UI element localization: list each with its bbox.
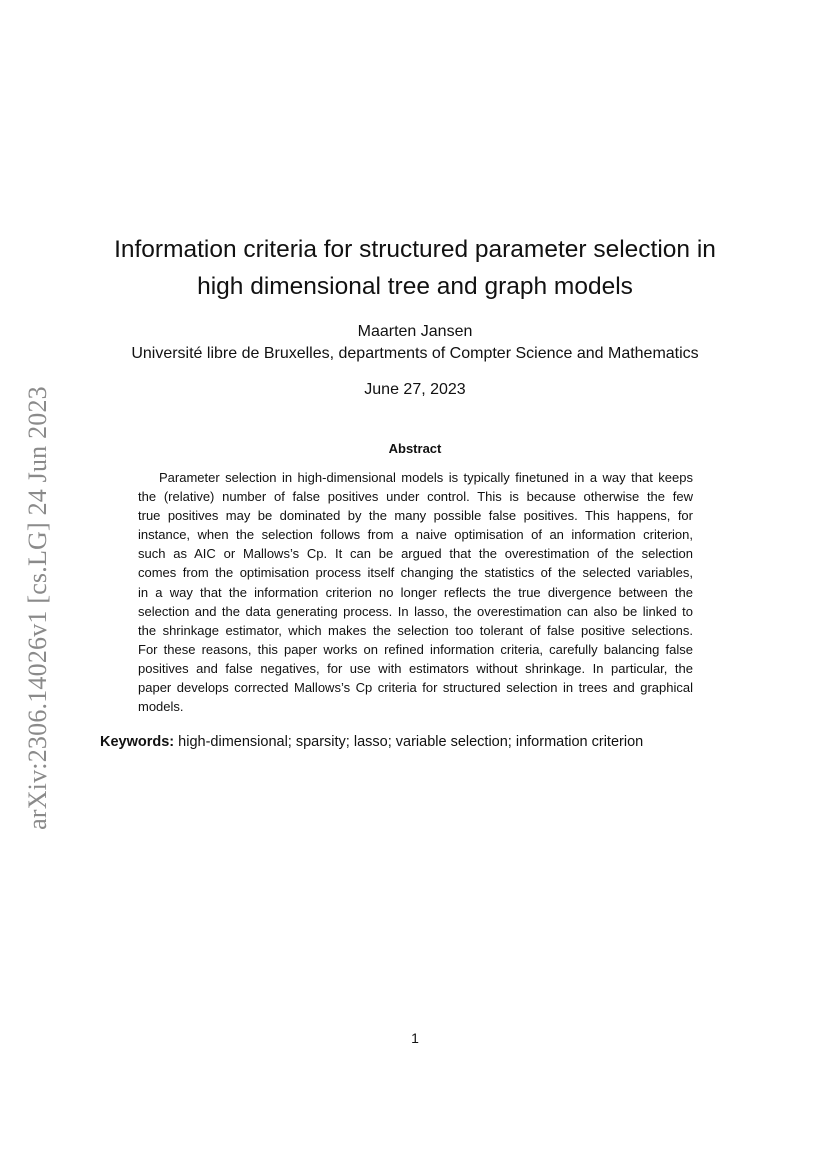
arxiv-identifier-stamp: arXiv:2306.14026v1 [cs.LG] 24 Jun 2023 [23, 386, 52, 830]
author-affiliation: Université libre de Bruxelles, departments of Compter Science and Mathematics [131, 345, 699, 362]
abstract-line: true positives may be dominated by the many possible false positives. This happens, for [138, 508, 693, 524]
abstract-line: the shrinkage estimator, which makes the selection too tolerant of false positive selections. [138, 622, 693, 638]
paper-title-line-2: high dimensional tree and graph models [197, 273, 633, 300]
publication-date: June 27, 2023 [364, 381, 466, 398]
abstract-line: positives and false negatives, for use with estimators without shrinkage. In particular, the [138, 660, 693, 676]
abstract-line: Parameter selection in high-dimensional models is typically finetuned in a way that keeps [159, 470, 693, 485]
page-number: 1 [411, 1030, 419, 1046]
abstract-line: selection and the data generating process. In lasso, the overestimation can also be linked to [138, 603, 693, 619]
abstract-line: comes from the optimisation process itself changing the statistics of the selected variables, [138, 565, 693, 581]
abstract-line: instance, when the selection follows from a naive optimisation of an information criterion, [138, 527, 693, 543]
abstract-line: the (relative) number of false positives under control. This is because otherwise the few [138, 489, 693, 505]
abstract-line: models. [138, 699, 184, 715]
abstract-line: in a way that the information criterion no longer reflects the true divergence between the [138, 584, 693, 600]
abstract-heading: Abstract [388, 441, 442, 456]
keywords-section [100, 732, 740, 752]
keywords-label: Keywords: [100, 734, 175, 750]
abstract-line: paper develops corrected Mallows’s Cp criteria for structured selection in trees and graphical [138, 680, 693, 696]
paper-title [100, 231, 730, 305]
keywords-text: high-dimensional; sparsity; lasso; variable selection; information criterion [178, 734, 644, 750]
author-name: Maarten Jansen [357, 323, 473, 340]
abstract-line: such as AIC or Mallows’s Cp. It can be argued that the overestimation of the selection [138, 546, 693, 562]
abstract-body [138, 468, 693, 716]
paper-title-line-1: Information criteria for structured parameter selection in [114, 236, 716, 263]
abstract-line: For these reasons, this paper works on refined information criteria, carefully balancing false [138, 641, 693, 657]
